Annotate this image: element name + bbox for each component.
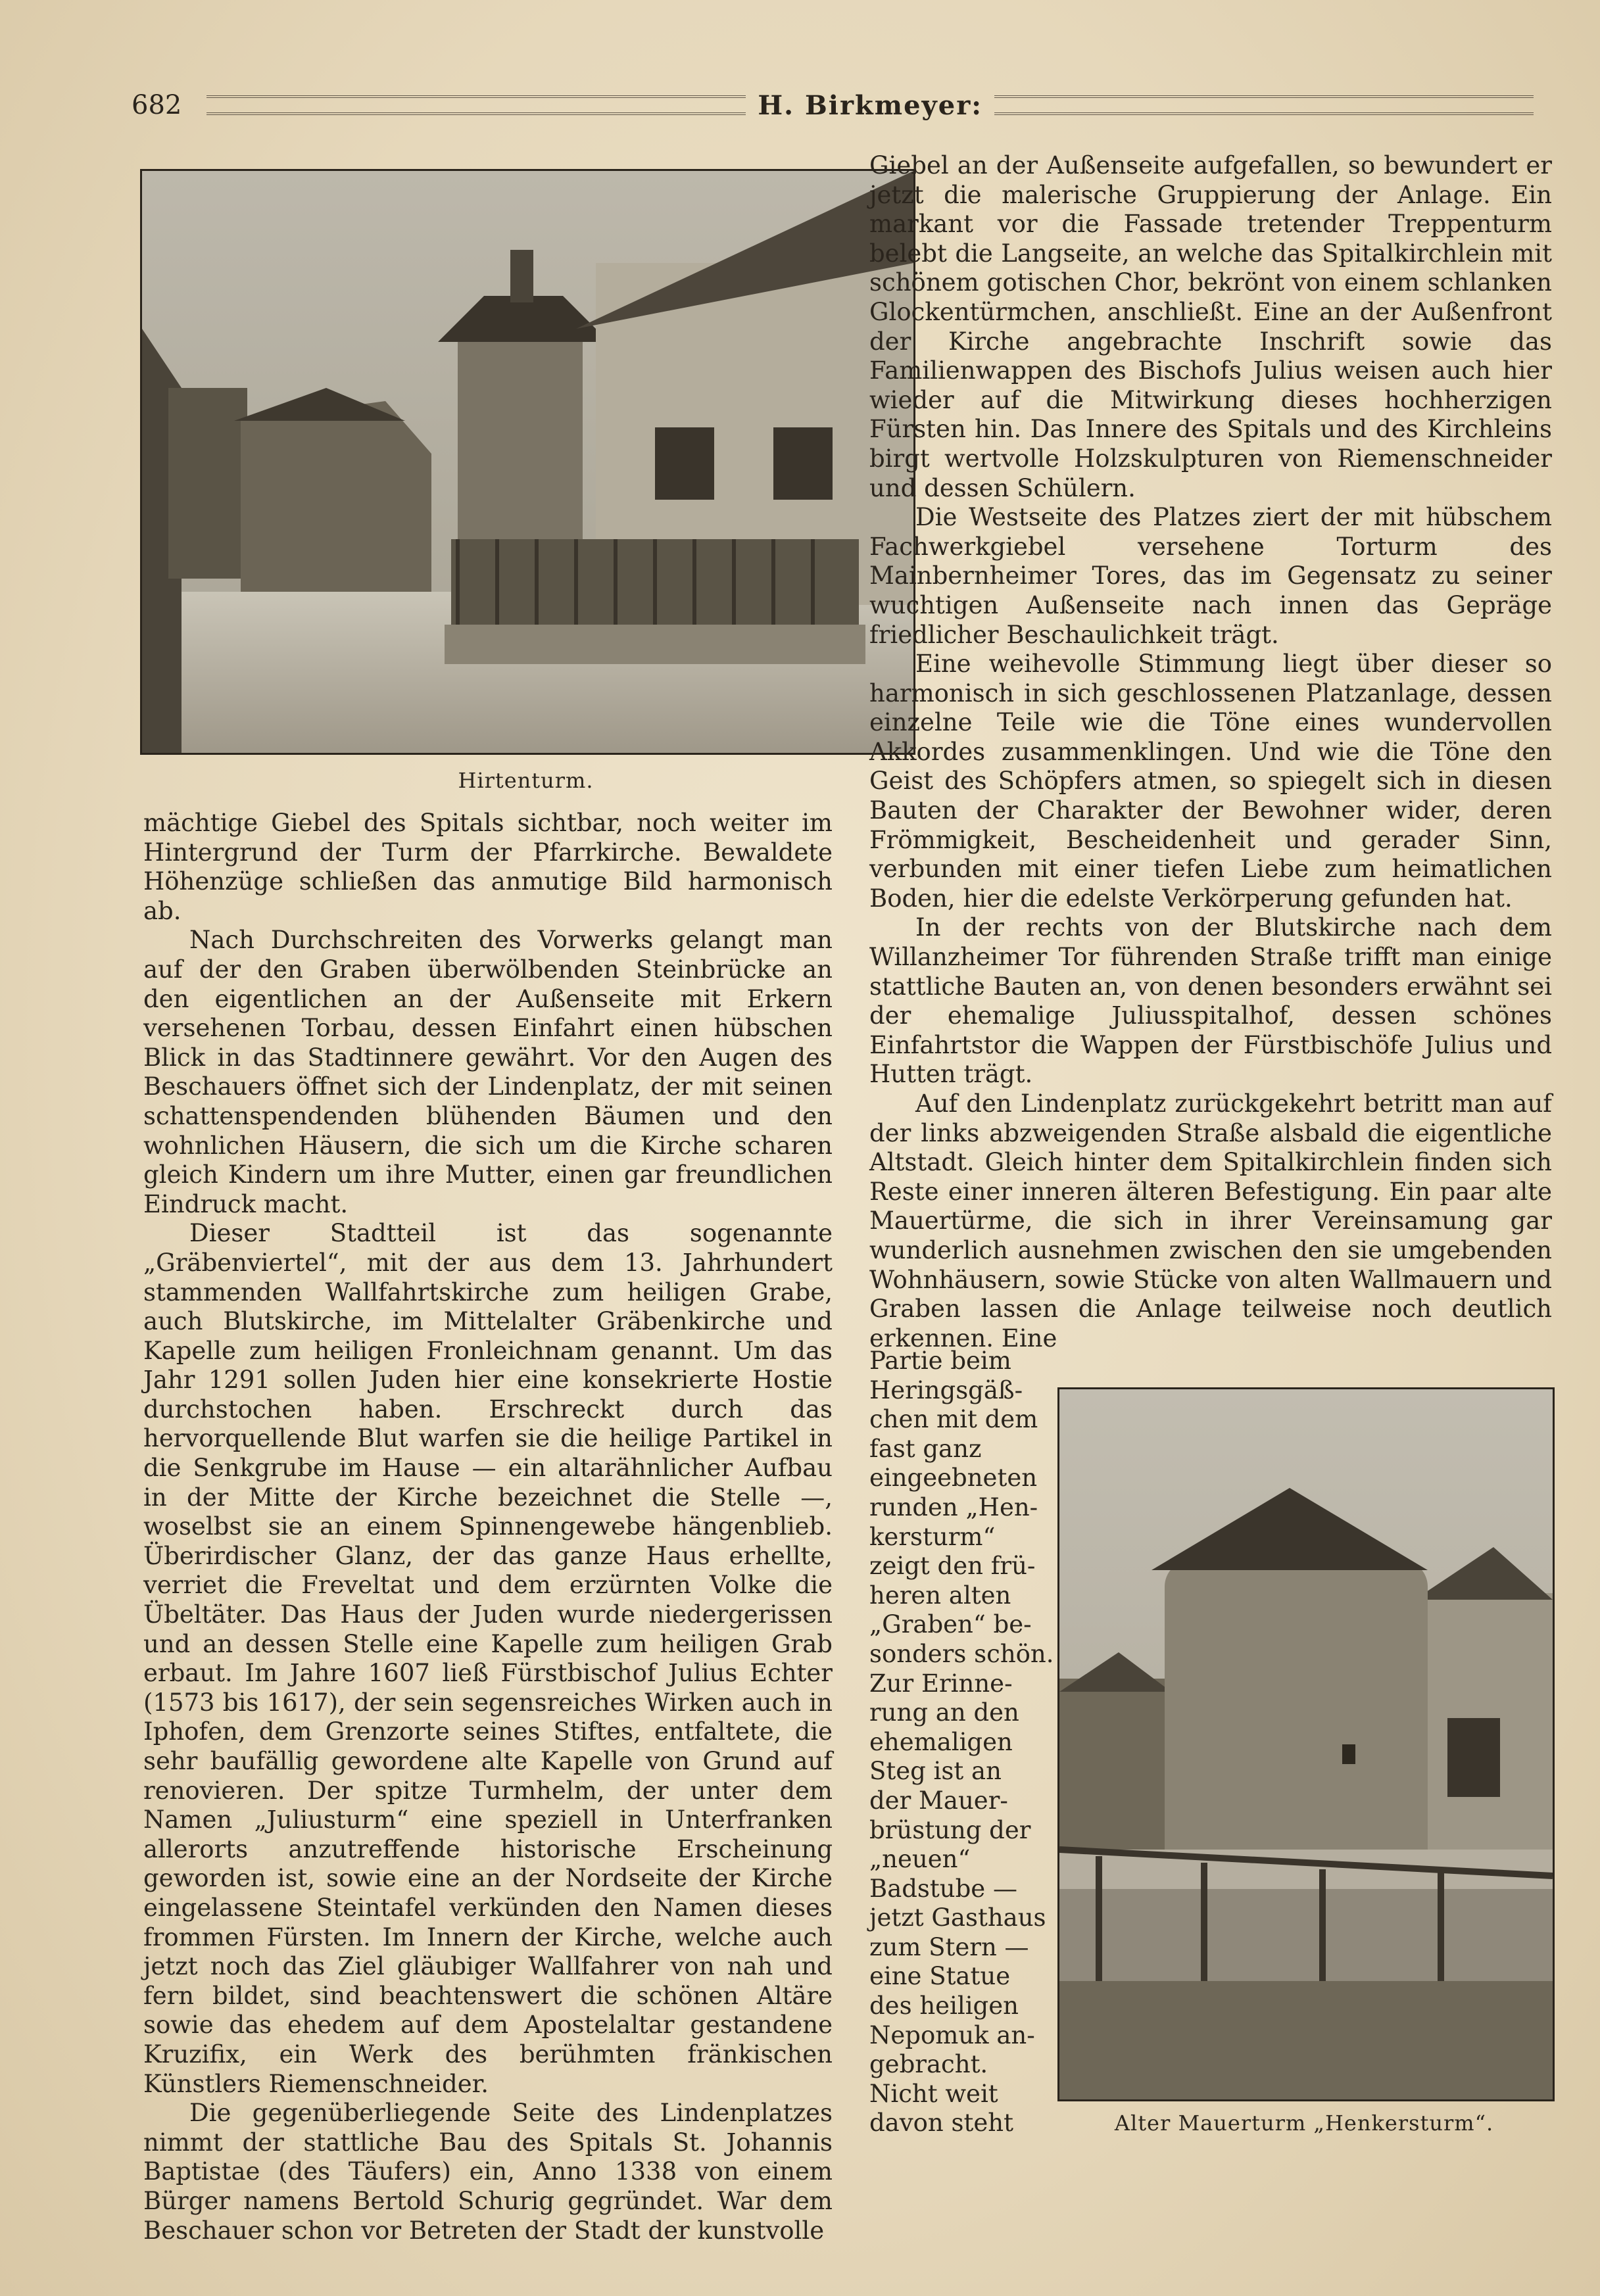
text-line: Heringsgäß- [869, 1375, 1023, 1404]
text-line: davon steht [869, 2109, 1013, 2138]
photo-henkersturm [1057, 1387, 1555, 2101]
text-line: ehemaligen [869, 1727, 1013, 1756]
text-line: brüstung der [869, 1815, 1031, 1844]
text-line: gebracht. [869, 2050, 988, 2079]
paragraph: Auf den Lindenplatz zurückgekehrt betritt man auf der links abzweigenden Straße alsbald die eigentliche Altstadt. Gleich hinter dem Spitalkirchlein finden sich Reste einer inneren älteren Befestigung. Ein paar alte Mauertürme, die sich in ihrer Vereinsamung gar wunderlich ausnehmen zwischen den sie umgebenden Wohnhäusern, sowie Stücke von alten Wallmauern und Graben lassen die Anlage teilweise noch deutlich erkennen. Eine [869, 1089, 1552, 1352]
text-line: „Graben“ be- [869, 1610, 1032, 1639]
paragraph: Nach Durchschreiten des Vorwerks gelangt man auf der den Graben überwölbenden Steinbrücke an den eigentlichen an der Außenseite mit Erkern versehenen Torbau, dessen Einfahrt einen hübschen Blick in das Stadtinnere gewährt. Vor den Augen des Beschauers öffnet sich der Lindenplatz, der mit seinen schattenspendenden blühenden Bäumen und den wohnlichen Häusern, die sich um die Kirche scharen gleich Kindern um ihre Mutter, einen gar freundlichen Eindruck macht. [143, 926, 833, 1218]
text-line: sonders schön. [869, 1639, 1054, 1668]
text-line: rung an den [869, 1698, 1019, 1727]
text-line: fast ganz [869, 1434, 982, 1463]
text-line: Badstube — [869, 1874, 1017, 1903]
paragraph: Giebel an der Außenseite aufgefallen, so bewundert er jetzt die malerische Gruppierung der Anlage. Ein markant vor die Fassade tretender Treppenturm belebt die Langseite, an welche das Spitalkirchlein mit schönem gotischen Chor, bekrönt von einem schlanken Glockentürmchen, anschließt. Eine an der Außenfront der Kirche angebrachte Inschrift sowie das Familienwappen des Bischofs Julius weisen auch hier wieder auf die Mitwirkung dieses hochherzigen Fürsten hin. Das Innere des Spitals und des Kirchleins birgt wertvolle Holzskulpturen von Riemenschneider und dessen Schülern. [869, 151, 1552, 502]
paragraph: Eine weihevolle Stimmung liegt über dieser so harmonisch in sich geschlossenen Platzanlage, dessen einzelne Teile wie die Töne eines wundervollen Akkordes zusammenklingen. Und wie die Töne den Geist des Schöpfers atmen, so spiegelt sich in diesen Bauten der Charakter der Bewohner wider, deren Frömmigkeit, Bescheidenheit und gerader Sinn, verbunden mit einer tiefen Liebe zum heimatlichen Boden, hier die edelste Verkörperung gefunden hat. [869, 650, 1552, 913]
text-line: eingeebneten [869, 1464, 1038, 1493]
right-text-column [869, 151, 1552, 1353]
paragraph: Die gegenüberliegende Seite des Lindenplatzes nimmt der stattliche Bau des Spitals St. Johannis Baptistae (des Täufers) ein, Anno 1338 von einem Bürger namens Bertold Schurig gegründet. War dem Beschauer schon vor Betreten der Stadt der kunstvolle [143, 2099, 833, 2245]
narrow-text-column [869, 1347, 1054, 2138]
photo-hirtenturm [140, 169, 915, 755]
paragraph: Dieser Stadtteil ist das sogenannte „Gräbenviertel“, mit der aus dem 13. Jahrhundert stammenden Wallfahrtskirche zum heiligen Grabe, auch Blutskirche, im Mittelalter Gräbenkirche und Kapelle zum heiligen Fronleichnam genannt. Um das Jahr 1291 sollen Juden hier eine konsekrierte Hostie durchstochen haben. Erschreckt durch das hervorquellende Blut warfen sie die heilige Partikel in die Senkgrube im Hause — ein altarähnlicher Aufbau in der Mitte der Kirche bezeichnet die Stelle —, woselbst sie an einem Spinnengewebe hängenblieb. Überirdischer Glanz, der das ganze Haus erhellte, verriet die Freveltat und dem erzürnten Volke die Übeltäter. Das Haus der Juden wurde niedergerissen und an dessen Stelle eine Kapelle zum heiligen Grab erbaut. Im Jahre 1607 ließ Fürstbischof Julius Echter (1573 bis 1617), der sein segensreiches Wirken auch in Iphofen, dem Grenzorte seines Stiftes, entfaltete, die sehr baufällig gewordene alte Kapelle von Grund auf renovieren. Der spitze Turmhelm, der unter dem Namen „Juliusturm“ eine speziell in Unterfranken allerorts anzutreffende historische Erscheinung geworden ist, sowie eine an der Nordseite der Kirche eingelassene Steintafel verkünden den Namen dieses frommen Fürsten. Im Innern der Kirche, welche auch jetzt noch das Ziel gläubiger Wallfahrer von nah und fern bildet, sind beachtenswert die schönen Altäre sowie das ehedem auf dem Apostelaltar gestandene Kruzifix, ein Werk des berühmten fränkischen Künstlers Riemenschneider. [143, 1219, 833, 2098]
text-line: eine Statue [869, 1962, 1011, 1991]
caption-henkersturm: Alter Mauerturm „Henkersturm“. [1114, 2111, 1494, 2136]
text-line: der Mauer- [869, 1786, 1008, 1815]
header-ornament-left [206, 95, 746, 115]
text-line: Nepomuk an- [869, 2021, 1035, 2049]
text-line: zum Stern — [869, 1932, 1029, 1961]
hirtenturm-image [142, 171, 913, 753]
text-line: heren alten [869, 1581, 1011, 1610]
header-ornament-right [994, 95, 1534, 115]
paragraph: Die Westseite des Platzes ziert der mit hübschem Fachwerkgiebel versehene Torturm des Mainbernheimer Tores, das im Gegensatz zu seiner wuchtigen Außenseite nach innen das Gepräge friedlicher Beschaulichkeit trägt. [869, 503, 1552, 649]
paragraph: mächtige Giebel des Spitals sichtbar, noch weiter im Hintergrund der Turm der Pfarrkirche. Bewaldete Höhenzüge schließen das anmutige Bild harmonisch ab. [143, 809, 833, 925]
text-line: Steg ist an [869, 1757, 1002, 1786]
caption-hirtenturm: Hirtenturm. [458, 768, 594, 793]
text-line: zeigt den frü- [869, 1552, 1036, 1581]
henkersturm-image [1059, 1389, 1553, 2099]
text-line: jetzt Gasthaus [869, 1903, 1046, 1932]
running-head-author: H. Birkmeyer: [758, 89, 983, 121]
text-line: Partie beim [869, 1347, 1011, 1375]
text-line: runden „Hen- [869, 1493, 1038, 1521]
text-line: Nicht weit [869, 2079, 998, 2108]
text-line: Zur Erinne- [869, 1669, 1013, 1698]
page-header [132, 85, 1545, 125]
left-text-column [143, 809, 833, 2245]
text-line: kersturm“ [869, 1522, 996, 1551]
page-number: 682 [132, 90, 182, 120]
text-line: des heiligen [869, 1992, 1019, 2021]
text-line: „neuen“ [869, 1845, 971, 1874]
text-line: chen mit dem [869, 1405, 1038, 1434]
paragraph: In der rechts von der Blutskirche nach dem Willanzheimer Tor führenden Straße trifft man einige stattliche Bauten an, von denen besonders erwähnt sei der ehemalige Juliusspitalhof, dessen schönes Einfahrtstor die Wappen der Fürstbischöfe Julius und Hutten trägt. [869, 913, 1552, 1089]
